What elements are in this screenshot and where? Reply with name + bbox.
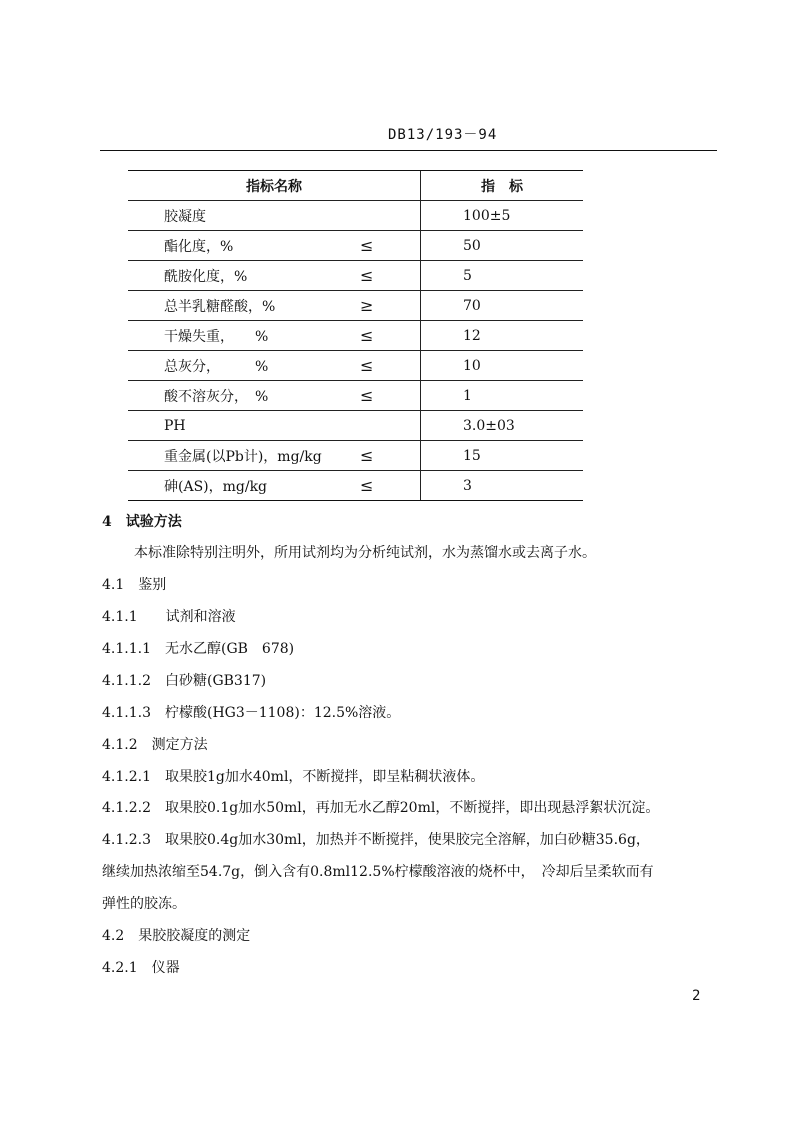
- row-value: 10: [421, 351, 584, 381]
- table-row: [128, 471, 583, 501]
- clause-4-1-1-3: 4.1.1.3 柠檬酸(HG3－1108)：12.5%溶液。: [102, 705, 401, 721]
- row-name: 总半乳糖醛酸，%: [128, 291, 360, 321]
- row-name: 酸不溶灰分， %: [128, 381, 360, 411]
- clause-4-1-2-1: 4.1.2.1 取果胶1g加水40ml，不断搅拌，即呈粘稠状液体。: [102, 769, 485, 785]
- clause-4-1-2-3-line3: 弹性的胶冻。: [102, 896, 186, 912]
- row-symbol: ≤: [360, 441, 421, 471]
- row-value: 1: [421, 381, 584, 411]
- specification-table: [128, 170, 583, 501]
- row-value: 3: [421, 471, 584, 501]
- row-value: 15: [421, 441, 584, 471]
- section-heading-4-1-1: 4.1.1 试剂和溶液: [102, 609, 236, 625]
- row-symbol: [360, 201, 421, 231]
- row-name: 胶凝度: [128, 201, 360, 231]
- section-heading-4-2-1: 4.2.1 仪器: [102, 960, 180, 976]
- row-name: 干燥失重， %: [128, 321, 360, 351]
- clause-4-1-1-2: 4.1.1.2 白砂糖(GB317): [102, 673, 267, 689]
- row-symbol: ≤: [360, 381, 421, 411]
- section-heading-4: 4 试验方法: [102, 514, 182, 530]
- table-row: [128, 411, 583, 441]
- table-row: [128, 441, 583, 471]
- row-name: 酯化度，%: [128, 231, 360, 261]
- table-row: [128, 381, 583, 411]
- section-heading-4-1: 4.1 鉴别: [102, 577, 167, 593]
- table-row: [128, 291, 583, 321]
- row-value: 100±5: [421, 201, 584, 231]
- clause-4-1-1-1: 4.1.1.1 无水乙醇(GB 678): [102, 641, 295, 657]
- row-value: 5: [421, 261, 584, 291]
- row-symbol: ≥: [360, 291, 421, 321]
- clause-4-1-2-2: 4.1.2.2 取果胶0.1g加水50ml，再加无水乙醇20ml，不断搅拌，即出现悬浮絮状沉淀。: [102, 800, 660, 816]
- row-symbol: ≤: [360, 471, 421, 501]
- row-symbol: ≤: [360, 231, 421, 261]
- column-header-name: 指标名称: [128, 171, 421, 201]
- row-symbol: ≤: [360, 321, 421, 351]
- header-rule: [100, 150, 717, 151]
- row-name: 总灰分， %: [128, 351, 360, 381]
- clause-4-1-2-3-line2: 继续加热浓缩至54.7g，倒入含有0.8ml12.5%柠檬酸溶液的烧杯中， 冷却后呈柔软而有: [102, 864, 654, 880]
- row-value: 50: [421, 231, 584, 261]
- table-header-row: [128, 171, 583, 201]
- row-name: 砷(AS)，mg/kg: [128, 471, 360, 501]
- table-row: [128, 351, 583, 381]
- table-row: [128, 321, 583, 351]
- row-name: 酰胺化度，%: [128, 261, 360, 291]
- row-symbol: [360, 411, 421, 441]
- row-name: 重金属(以Pb计)，mg/kg: [128, 441, 360, 471]
- row-symbol: ≤: [360, 351, 421, 381]
- row-value: 12: [421, 321, 584, 351]
- clause-4-1-2-3-line1: 4.1.2.3 取果胶0.4g加水30ml，加热并不断搅拌，使果胶完全溶解，加白砂糖35.6g，: [102, 832, 650, 848]
- table-row: [128, 201, 583, 231]
- row-symbol: ≤: [360, 261, 421, 291]
- section-4-paragraph: 本标准除特别注明外，所用试剂均为分析纯试剂，水为蒸馏水或去离子水。: [134, 545, 596, 561]
- page-number: 2: [692, 988, 701, 1004]
- document-code: DB13/193－94: [388, 127, 498, 143]
- row-value: 3.0±03: [421, 411, 584, 441]
- section-heading-4-2: 4.2 果胶胶凝度的测定: [102, 928, 251, 944]
- table-row: [128, 261, 583, 291]
- row-value: 70: [421, 291, 584, 321]
- row-name: PH: [128, 411, 360, 441]
- column-header-value: 指 标: [421, 171, 584, 201]
- table-row: [128, 231, 583, 261]
- section-heading-4-1-2: 4.1.2 测定方法: [102, 737, 208, 753]
